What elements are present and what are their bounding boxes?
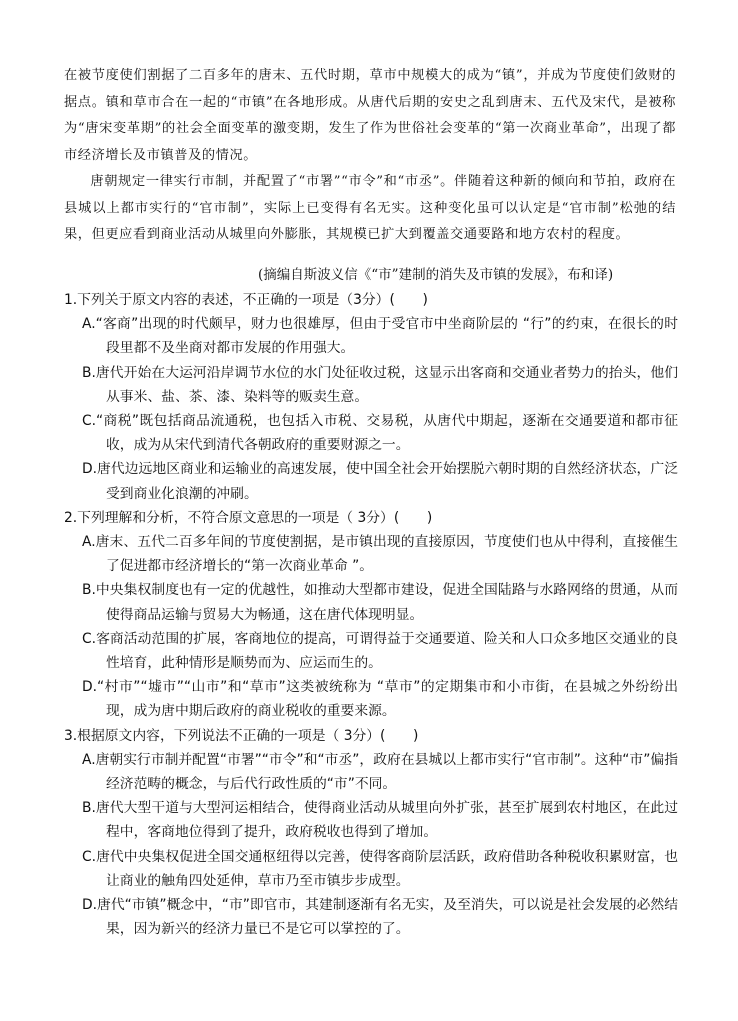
question-stem: 3.根据原文内容，下列说法不正确的一项是（ 3分）( )	[64, 727, 419, 744]
option-d: D.唐代“市镇”概念中，“市”即官市，其建制逐渐有名无实，及至消失，可以说是社会发展的必然结果，因为新兴的经济力量已不是它可以掌控的了。	[82, 897, 678, 938]
passage-source: (摘编自斯波义信《“市”建制的消失及市镇的发展》，布和译)	[258, 267, 614, 283]
option-a: A.唐朝实行市制并配置“市署”“市令”和“市丞”，政府在县城以上都市实行“官市制”。这种“市”偏指经济范畴的概念，与后代行政性质的“市”不同。	[82, 751, 678, 793]
reading-passage	[64, 63, 676, 249]
passage-paragraph-2: 唐朝规定一律实行市制，并配置了“市署”“市令”和“市丞”。伴随着这种新的倾向和节拍，政府在县城以上都市实行的“官市制”，实际上已变得有名无实。这种变化虽可以认定是“官市制”松弛的结果，但更应看到商业活动从城里向外膨胀，其规模已扩大到覆盖交通要路和地方农村的程度。	[64, 174, 676, 242]
option-d: D.“村市”“墟市”“山市”和“草市”这类被统称为 “草市”的定期集市和小市街，在县城之外纷纷出现，成为唐中期后政府的商业税收的重要来源。	[82, 679, 678, 720]
question-stem: 2.下列理解和分析，不符合原文意思的一项是（ 3分）( )	[64, 509, 433, 526]
question-3	[64, 724, 678, 942]
option-d: D.唐代边远地区商业和运输业的高速发展，使中国全社会开始摆脱六朝时期的自然经济状态，广泛受到商业化浪潮的冲刷。	[82, 461, 678, 502]
question-stem: 1.下列关于原文内容的表述，不正确的一项是（3分）( )	[64, 292, 428, 308]
option-b: B.唐代大型干道与大型河运相结合，使得商业活动从城里向外扩张，甚至扩展到农村地区，在此过程中，客商地位得到了提升，政府税收也得到了增加。	[82, 800, 678, 841]
option-b: B.中央集权制度也有一定的优越性，如推动大型都市建设，促进全国陆路与水路网络的贯通，从而使得商品运输与贸易大为畅通，这在唐代体现明显。	[82, 582, 678, 623]
question-list	[64, 288, 678, 941]
question-2	[64, 506, 678, 724]
question-1	[64, 288, 678, 506]
option-b: B.唐代开始在大运河沿岸调节水位的水门处征收过税，这显示出客商和交通业者势力的抬头，他们从事米、盐、茶、漆、染料等的贩卖生意。	[82, 364, 678, 405]
option-a: A.唐末、五代二百多年间的节度使割据，是市镇出现的直接原因，节度使们也从中得利，直接催生了促进都市经济增长的“第一次商业革命 ”。	[82, 534, 678, 575]
option-a: A.“客商”出现的时代颇早，财力也很雄厚，但由于受官市中坐商阶层的 “行”的约束，在很长的时段里都不及坐商对都市发展的作用强大。	[82, 316, 678, 357]
option-c: C.客商活动范围的扩展，客商地位的提高，可谓得益于交通要道、险关和人口众多地区交通业的良性培育，此种情形是顺势而为、应运而生的。	[82, 630, 678, 672]
passage-paragraph-1: 在被节度使们割据了二百多年的唐末、五代时期，草市中规模大的成为“镇”，并成为节度使们敛财的据点。镇和草市合在一起的“市镇”在各地形成。从唐代后期的安史之乱到唐末、五代及宋代，是被称为“唐宋变革期”的社会全面变革的激变期，发生了作为世俗社会变革的“第一次商业革命”，出现了都市经济增长及市镇普及的情况。	[64, 68, 676, 163]
option-c: C.“商税”既包括商品流通税，也包括入市税、交易税，从唐代中期起，逐渐在交通要道和都市征收，成为从宋代到清代各朝政府的重要财源之一。	[82, 413, 678, 454]
option-c: C.唐代中央集权促进全国交通枢纽得以完善，使得客商阶层活跃，政府借助各种税收积累财富，也让商业的触角四处延伸，草市乃至市镇步步成型。	[82, 848, 678, 889]
